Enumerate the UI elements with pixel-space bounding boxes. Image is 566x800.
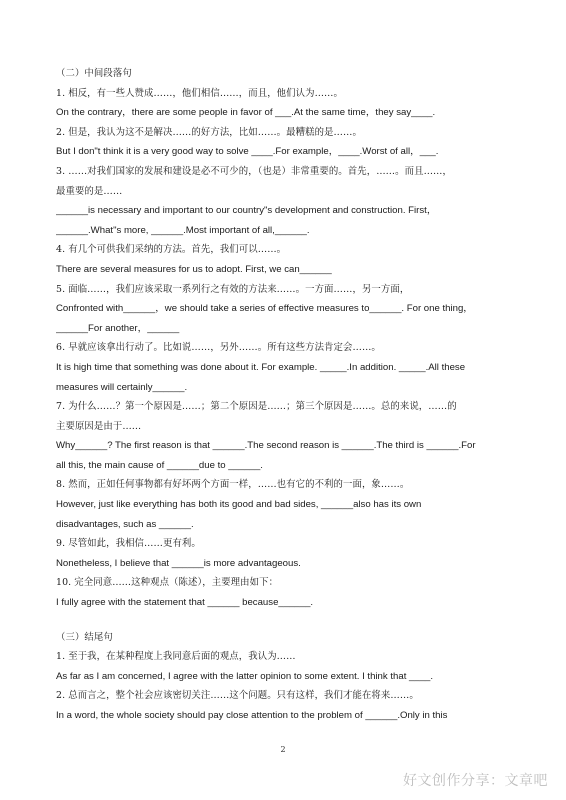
section-middle-paragraph-lines <box>56 84 508 613</box>
english-sentence-line: ______.What"s more, ______.Most important of all,______. <box>56 224 310 236</box>
english-sentence-line: In a word, the whole society should pay close attention to the problem of ______.Only in this <box>56 710 448 721</box>
chinese-sentence-line: 7. 为什么……？第一个原因是……；第二个原因是……；第三个原因是……。总的来说，……的 <box>56 401 457 413</box>
chinese-sentence-line: 5. 面临……，我们应该采取一系列行之有效的方法来……。一方面……，另一方面， <box>56 283 410 295</box>
chinese-sentence-line: 4. 有几个可供我们采纳的方法。首先，我们可以……。 <box>56 244 287 256</box>
document-content <box>56 64 508 726</box>
english-sentence-line: It is high time that something was done about it. For example. _____.In addition. _____.All these <box>56 361 466 373</box>
english-sentence-line: I fully agree with the statement that ______ because______. <box>56 597 314 609</box>
english-sentence-line: But I don"t think it is a very good way to solve ____.For example，____.Worst of all，___. <box>56 146 439 158</box>
section-heading-middle-paragraph: （二）中间段落句 <box>56 68 132 79</box>
english-sentence-line: However, just like everything has both its good and bad sides, ______also has its own <box>56 499 422 511</box>
watermark: 好文创作分享：文章吧 <box>403 773 548 789</box>
section-conclusion-lines <box>56 647 508 725</box>
english-sentence-line: On the contrary，there are some people in favor of ___.At the same time，they say____. <box>56 107 436 119</box>
english-sentence-line: Confronted with______，we should take a series of effective measures to______. For one thing， <box>56 303 473 315</box>
english-sentence-line: measures will certainly______. <box>56 381 188 393</box>
chinese-sentence-line: 1. 相反，有一些人赞成……，他们相信……，而且，他们认为……。 <box>56 87 344 99</box>
chinese-sentence-line: 8. 然而，正如任何事物都有好坏两个方面一样，……也有它的不利的一面，象……。 <box>56 479 410 491</box>
page-number: 2 <box>280 745 286 754</box>
english-sentence-line: Nonetheless, I believe that ______is more advantageous. <box>56 557 301 569</box>
english-sentence-line: ______For another，______ <box>56 322 180 334</box>
english-sentence-line: disadvantages, such as ______. <box>56 518 194 530</box>
chinese-sentence-line: 2. 但是，我认为这不是解决……的好方法，比如……。最糟糕的是……。 <box>56 126 362 138</box>
english-sentence-line: There are several measures for us to adopt. First, we can______ <box>56 263 332 275</box>
chinese-sentence-line: 最重要的是…… <box>56 185 123 197</box>
chinese-sentence-line: 3. ……对我们国家的发展和建设是必不可少的，（也是）非常重要的。首先，……。而且……， <box>56 165 453 177</box>
english-sentence-line: ______is necessary and important to our country"s development and construction. First， <box>56 205 437 217</box>
english-sentence-line: Why______? The first reason is that ______.The second reason is ______.The third is ______.For <box>56 440 476 452</box>
section-heading-conclusion: （三）结尾句 <box>56 631 113 643</box>
chinese-sentence-line: 6. 早就应该拿出行动了。比如说……，另外……。所有这些方法肯定会……。 <box>56 342 381 354</box>
chinese-sentence-line: 主要原因是由于…… <box>56 420 142 432</box>
chinese-sentence-line: 1. 至于我，在某种程度上我同意后面的观点，我认为…… <box>56 651 296 663</box>
english-sentence-line: all this, the main cause of ______due to ______. <box>56 459 263 471</box>
chinese-sentence-line: 10. 完全同意……这种观点（陈述），主要理由如下： <box>56 577 279 589</box>
english-sentence-line: As far as I am concerned, I agree with the latter opinion to some extent. I think that ____. <box>56 670 434 682</box>
chinese-sentence-line: 9. 尽管如此，我相信……更有利。 <box>56 538 201 550</box>
chinese-sentence-line: 2. 总而言之，整个社会应该密切关注……这个问题。只有这样，我们才能在将来……。 <box>56 690 419 702</box>
